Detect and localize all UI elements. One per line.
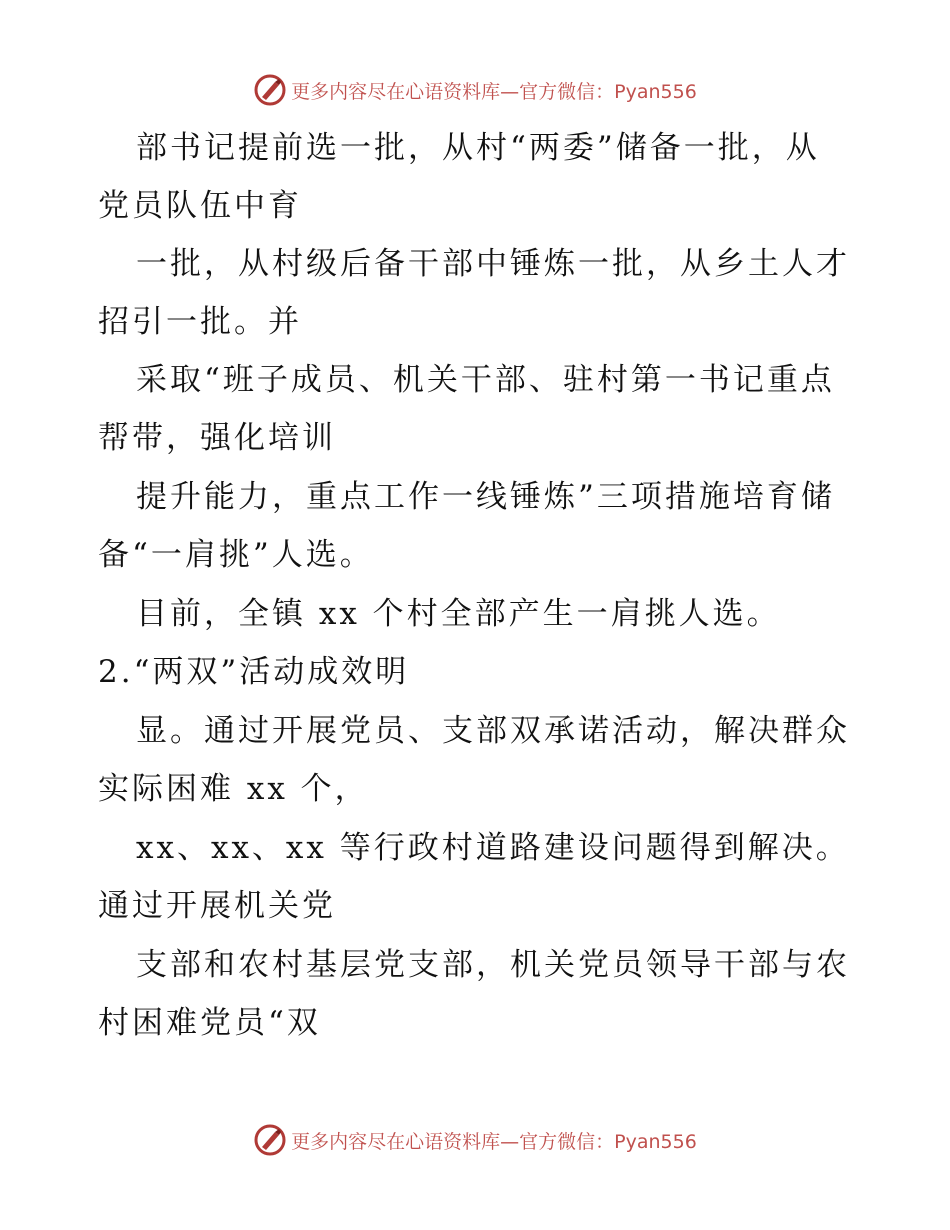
pen-logo-icon <box>253 1123 287 1157</box>
footer-watermark <box>0 1120 950 1160</box>
text-line: 实际困难 xx 个， <box>98 771 369 807</box>
text-line: xx、xx、xx 等行政村道路建设问题得到解决。 <box>136 830 850 866</box>
text-line: 备“一肩挑”人选。 <box>98 537 374 573</box>
text-line: 显。通过开展党员、支部双承诺活动，解决群众 <box>136 713 850 749</box>
text-line: 帮带，强化培训 <box>98 420 336 456</box>
watermark-text: 更多内容尽在心语资料库—官方微信：Pyan556 <box>291 80 697 103</box>
text-line: 目前，全镇 xx 个村全部产生一肩挑人选。 <box>136 596 781 632</box>
text-line: 部书记提前选一批，从村“两委”储备一批，从 <box>136 130 820 166</box>
text-line: 党员队伍中育 <box>98 188 302 224</box>
text-line: 一批，从村级后备干部中锤炼一批，从乡土人才 <box>136 246 850 282</box>
text-line: 通过开展机关党 <box>98 888 336 924</box>
text-line: 支部和农村基层党支部，机关党员领导干部与农 <box>136 947 850 983</box>
text-line: 采取“班子成员、机关干部、驻村第一书记重点 <box>136 362 835 398</box>
text-line: 招引一批。并 <box>98 304 302 340</box>
section-heading: 2.“两双”活动成效明 <box>98 654 410 690</box>
watermark-text: 更多内容尽在心语资料库—官方微信：Pyan556 <box>291 1130 697 1153</box>
pen-logo-icon <box>253 73 287 107</box>
text-line: 村困难党员“双 <box>98 1005 321 1041</box>
text-line: 提升能力，重点工作一线锤炼”三项措施培育储 <box>136 479 835 515</box>
header-watermark <box>0 70 950 110</box>
